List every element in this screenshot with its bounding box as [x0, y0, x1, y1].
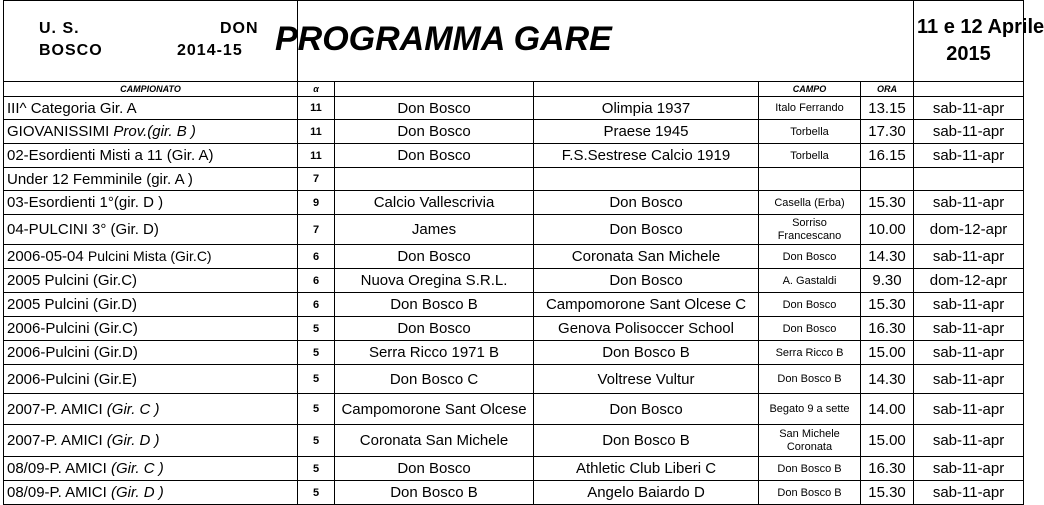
away-team	[534, 168, 759, 191]
table-row	[4, 269, 1024, 293]
date-cell	[914, 1, 1044, 82]
championship-group: (gir. A )	[146, 170, 193, 188]
away-team: F.S.Sestrese Calcio 1919	[534, 144, 759, 168]
col-day	[914, 82, 1024, 97]
table-row	[4, 365, 1024, 394]
home-team: Don Bosco	[335, 245, 534, 269]
championship-name: 03-Esordienti 1°	[7, 194, 114, 211]
time-cell: 15.00	[861, 341, 914, 365]
campo-line-2: Coronata	[786, 440, 833, 453]
time-cell: 16.15	[861, 144, 914, 168]
time-cell: 10.00	[861, 215, 914, 245]
campo-cell	[759, 365, 861, 394]
time-cell: 16.30	[861, 457, 914, 481]
campo-line-1: Don Bosco B	[777, 373, 842, 385]
championship-group: Pulcini Mista (Gir.C)	[87, 248, 212, 264]
championship-group: (Gir. C )	[106, 400, 160, 418]
campo-cell	[759, 425, 861, 457]
page-title-text: PROGRAMMA GARE	[275, 19, 612, 58]
campo-line-1: Sorriso	[792, 216, 827, 229]
day-cell: sab-11-apr	[914, 245, 1024, 269]
away-team: Athletic Club Liberi C	[534, 457, 759, 481]
day-cell: sab-11-apr	[914, 97, 1024, 120]
table-row	[4, 293, 1024, 317]
away-team: Praese 1945	[534, 120, 759, 144]
campo-line-1: Don Bosco	[782, 322, 837, 335]
championship-name: Under 12 Femminile	[7, 170, 147, 188]
time-cell: 15.30	[861, 293, 914, 317]
alpha-cell: 6	[298, 293, 335, 317]
championship-name: 08/09-P. AMICI	[7, 484, 111, 501]
day-cell: sab-11-apr	[914, 365, 1024, 394]
championship-cell	[4, 365, 298, 394]
campo-cell	[759, 191, 861, 215]
alpha-cell: 5	[298, 457, 335, 481]
home-team: Campomorone Sant Olcese	[335, 394, 534, 425]
championship-cell	[4, 245, 298, 269]
championship-cell	[4, 293, 298, 317]
home-team: Don Bosco	[335, 457, 534, 481]
time-cell: 15.30	[861, 481, 914, 505]
campo-line-1: Don Bosco	[782, 298, 837, 311]
campo-cell	[759, 168, 861, 191]
alpha-cell: 5	[298, 341, 335, 365]
alpha-cell: 11	[298, 144, 335, 168]
table-row	[4, 425, 1024, 457]
home-team: Coronata San Michele	[335, 425, 534, 457]
championship-cell	[4, 269, 298, 293]
away-team: Angelo Baiardo D	[534, 481, 759, 505]
time-cell: 16.30	[861, 317, 914, 341]
time-cell: 15.30	[861, 191, 914, 215]
alpha-cell: 7	[298, 215, 335, 245]
campo-line-1: Don Bosco B	[777, 486, 842, 499]
championship-name: 2007-P. AMICI	[7, 432, 107, 449]
alpha-cell: 9	[298, 191, 335, 215]
away-team: Don Bosco	[534, 394, 759, 425]
home-team: James	[335, 215, 534, 245]
alpha-cell: 5	[298, 317, 335, 341]
table-row	[4, 341, 1024, 365]
time-cell: 14.30	[861, 245, 914, 269]
table-row	[4, 457, 1024, 481]
table-row	[4, 120, 1024, 144]
col-campo: CAMPO	[759, 82, 861, 97]
campo-line-1: Don Bosco B	[777, 462, 842, 475]
championship-name: 02-Esordienti Misti a 11 (Gir. A)	[7, 147, 214, 164]
championship-name: 2005 Pulcini (Gir.D)	[7, 296, 138, 313]
campo-cell	[759, 317, 861, 341]
championship-group: (gir. D )	[113, 194, 164, 211]
away-team: Don Bosco B	[534, 341, 759, 365]
championship-group: Prov.(gir. B )	[113, 123, 196, 140]
home-team: Don Bosco C	[335, 365, 534, 394]
campo-cell	[759, 293, 861, 317]
home-team: Don Bosco	[335, 144, 534, 168]
championship-cell	[4, 191, 298, 215]
home-team: Don Bosco	[335, 97, 534, 120]
table-row	[4, 245, 1024, 269]
match-rows	[4, 97, 1024, 505]
away-team: Don Bosco	[534, 215, 759, 245]
table-row	[4, 394, 1024, 425]
championship-name: 08/09-P. AMICI	[7, 460, 111, 477]
campo-cell	[759, 269, 861, 293]
col-home	[335, 82, 534, 97]
away-team: Don Bosco B	[534, 425, 759, 457]
campo-cell	[759, 457, 861, 481]
col-campionato: CAMPIONATO	[4, 82, 298, 97]
time-cell: 15.00	[861, 425, 914, 457]
day-cell: sab-11-apr	[914, 457, 1024, 481]
away-team: Genova Polisoccer School	[534, 317, 759, 341]
campo-cell	[759, 481, 861, 505]
campo-cell	[759, 245, 861, 269]
col-alpha: α	[298, 82, 335, 97]
championship-group: (Gir. C )	[110, 460, 164, 477]
championship-cell	[4, 394, 298, 425]
campo-line-1: Serra Ricco B	[775, 346, 844, 359]
table-row	[4, 144, 1024, 168]
alpha-cell: 5	[298, 481, 335, 505]
championship-cell	[4, 457, 298, 481]
championship-group: (Gir. D )	[110, 484, 164, 501]
home-team: Don Bosco	[335, 120, 534, 144]
alpha-cell: 6	[298, 269, 335, 293]
campo-cell	[759, 394, 861, 425]
season-label: 2014-15	[177, 42, 243, 59]
col-away	[534, 82, 759, 97]
championship-name: 2006-Pulcini (Gir.D)	[7, 344, 138, 361]
campo-line-1: Torbella	[790, 149, 829, 162]
home-team: Don Bosco B	[335, 481, 534, 505]
championship-cell	[4, 425, 298, 457]
championship-cell	[4, 341, 298, 365]
home-team	[335, 168, 534, 191]
campo-cell	[759, 120, 861, 144]
campo-cell	[759, 341, 861, 365]
time-cell: 9.30	[861, 269, 914, 293]
championship-name: 2006-Pulcini (Gir.E)	[7, 370, 138, 388]
table-row	[4, 191, 1024, 215]
away-team: Don Bosco	[534, 269, 759, 293]
campo-line-1: Begato 9 a sette	[769, 403, 850, 415]
day-cell: sab-11-apr	[914, 317, 1024, 341]
alpha-cell: 11	[298, 120, 335, 144]
home-team: Serra Ricco 1971 B	[335, 341, 534, 365]
alpha-cell: 5	[298, 425, 335, 457]
campo-line-1: San Michele	[779, 427, 840, 440]
club-name-3: BOSCO	[39, 42, 103, 59]
day-cell: sab-11-apr	[914, 293, 1024, 317]
home-team: Don Bosco B	[335, 293, 534, 317]
campo-cell	[759, 215, 861, 245]
table-row	[4, 215, 1024, 245]
home-team: Nuova Oregina S.R.L.	[335, 269, 534, 293]
championship-cell	[4, 144, 298, 168]
championship-cell	[4, 120, 298, 144]
alpha-cell: 6	[298, 245, 335, 269]
championship-cell	[4, 168, 298, 191]
campo-line-2: Francescano	[777, 229, 842, 242]
schedule-table	[3, 0, 1044, 505]
day-cell: sab-11-apr	[914, 425, 1024, 457]
alpha-cell: 5	[298, 365, 335, 394]
day-cell: dom-12-apr	[914, 215, 1024, 245]
campo-cell	[759, 144, 861, 168]
championship-group: (Gir. D )	[106, 432, 160, 449]
date-line-2: 2015	[946, 43, 991, 65]
day-cell: sab-11-apr	[914, 481, 1024, 505]
table-row	[4, 317, 1024, 341]
home-team: Calcio Vallescrivia	[335, 191, 534, 215]
day-cell	[914, 168, 1024, 191]
championship-cell	[4, 481, 298, 505]
table-row	[4, 168, 1024, 191]
day-cell: sab-11-apr	[914, 341, 1024, 365]
campo-cell	[759, 97, 861, 120]
time-cell: 14.30	[861, 365, 914, 394]
away-team: Olimpia 1937	[534, 97, 759, 120]
table-row	[4, 97, 1024, 120]
championship-name: 2007-P. AMICI	[7, 400, 107, 418]
alpha-cell: 5	[298, 394, 335, 425]
campo-line-1: Italo Ferrando	[775, 102, 844, 114]
away-team: Don Bosco	[534, 191, 759, 215]
home-team: Don Bosco	[335, 317, 534, 341]
day-cell: sab-11-apr	[914, 120, 1024, 144]
alpha-cell: 11	[298, 97, 335, 120]
championship-cell	[4, 97, 298, 120]
campo-line-1: Casella (Erba)	[774, 196, 845, 209]
championship-cell	[4, 317, 298, 341]
championship-name: GIOVANISSIMI	[7, 123, 114, 140]
day-cell: sab-11-apr	[914, 394, 1024, 425]
campo-line-1: Don Bosco	[782, 250, 837, 263]
day-cell: dom-12-apr	[914, 269, 1024, 293]
column-header-row	[4, 82, 1024, 97]
championship-cell	[4, 215, 298, 245]
page-title	[275, 1, 914, 82]
day-cell: sab-11-apr	[914, 144, 1024, 168]
away-team: Voltrese Vultur	[534, 365, 759, 394]
campo-line-1: Torbella	[790, 125, 829, 138]
championship-name: 04-PULCINI 3° (Gir. D)	[7, 221, 159, 238]
championship-name: 2006-Pulcini (Gir.C)	[7, 320, 138, 337]
day-cell: sab-11-apr	[914, 191, 1024, 215]
away-team: Coronata San Michele	[534, 245, 759, 269]
club-name-1: U. S.	[39, 20, 80, 37]
col-ora: ORA	[861, 82, 914, 97]
header-row	[4, 1, 1024, 82]
championship-name: 2005 Pulcini (Gir.C)	[7, 272, 138, 289]
time-cell: 14.00	[861, 394, 914, 425]
date-line-1: 11 e 12 Aprile	[917, 16, 1044, 38]
time-cell: 17.30	[861, 120, 914, 144]
campo-line-1: A. Gastaldi	[782, 274, 837, 287]
championship-name: III^ Categoria Gir. A	[7, 99, 137, 117]
away-team: Campomorone Sant Olcese C	[534, 293, 759, 317]
time-cell: 13.15	[861, 97, 914, 120]
time-cell	[861, 168, 914, 191]
club-name-2: DON	[220, 20, 259, 37]
table-row	[4, 481, 1024, 505]
club-cell	[4, 1, 298, 82]
championship-name: 2006-05-04	[7, 248, 88, 265]
alpha-cell: 7	[298, 168, 335, 191]
